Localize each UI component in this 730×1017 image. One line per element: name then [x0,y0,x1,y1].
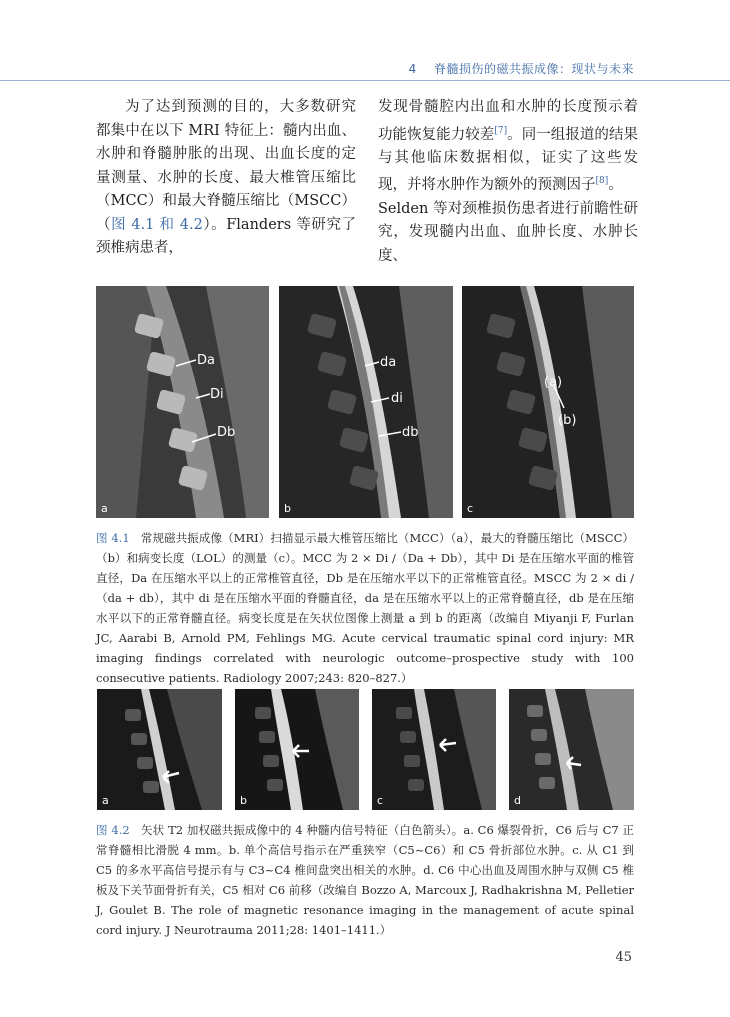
figure-4-2-panel-b [235,689,359,810]
caption-text: 矢状 T2 加权磁共振成像中的 4 种髓内信号特征（白色箭头）。a. C6 爆裂骨折，C6 后与 C7 正常脊髓相比滑脱 4 mm。b. 单个高信号指示在严重狭窄（C5~C6）和 C5 骨折部位水肿。c. 从 C1 到 C5 的多水平高信号提示有与 C3~C4 椎间盘突出相关的水肿。d. C6 中心出血及周围水肿与双侧 C5 椎板及下关节面骨折有关，C5 相对 C6 前移（改编自 Bozzo A, Marcoux J, Radhakrishna M, Pelletier J, Goulet B. The role of magnetic resonance imaging in the management of acute spinal cord injury. J Neurotrauma 2011;28: 1401–1411.） [96,823,634,937]
mri-sagittal-image [235,689,359,810]
citation-link[interactable]: [8] [595,176,609,187]
mri-sagittal-image [279,286,453,518]
panel-label: a [102,794,109,807]
annotation-label: Db [217,425,236,440]
figure-4-2-panel-d [509,689,634,810]
mri-sagittal-image [462,286,634,518]
mri-sagittal-image [97,689,222,810]
paragraph: Selden 等对颈椎损伤患者进行前瞻性研究，发现髓内出血、血肿长度、水肿长度、 [378,200,638,264]
page-number: 45 [615,950,632,965]
caption-text: 常规磁共振成像（MRI）扫描显示最大椎管压缩比（MCC）（a），最大的脊髓压缩比（MSCC）（b）和病变长度（LOL）的测量（c）。MCC 为 2 × Di /（Da + Db），其中 Di 是在压缩水平面的椎管直径，Da 在压缩水平以上的正常椎管直径，Db 是在压缩水平以下的正常椎管直径。MSCC 为 2 × di /（da + db），其中 di 是在压缩水平面的脊髓直径，da 是在压缩水平以上的正常脊髓直径，db 是在压缩水平以下的正常脊髓直径。病变长度是在矢状位图像上测量 a 到 b 的距离（改编自 Miyanji F, Furlan JC, Aarabi B, Arnold PM, Fehlings MG. Acute cervical traumatic spinal cord injury: MR imaging findings correlated with neurologic outcome–prospective study with 100 consecutive patients. Radiology 2007;243: 820–827.） [96,531,634,685]
body-column-left [96,96,356,261]
figure-4-1-panel-a [96,286,269,518]
annotation-label: db [402,425,419,440]
figure-4-2-caption [96,820,634,940]
mri-sagittal-image [509,689,634,810]
figure-4-2-panel-a [97,689,222,810]
running-head [409,60,634,77]
panel-label: b [240,794,247,807]
figure-ref-link[interactable]: 图 4.1 和 4.2 [111,216,203,233]
figure-4-1-caption [96,528,634,688]
citation-link[interactable]: [7] [494,125,508,136]
annotation-label: (b) [558,413,577,428]
figure-4-1-panel-c [462,286,634,518]
panel-label: c [377,794,384,807]
chapter-number: 4 [408,62,417,76]
chapter-title: 脊髓损伤的磁共振成像：现状与未来 [433,62,634,76]
mri-sagittal-image [96,286,269,518]
caption-label: 图 4.1 [96,531,130,545]
panel-label: b [284,502,291,515]
caption-label: 图 4.2 [96,823,130,837]
mri-sagittal-image [372,689,496,810]
panel-label: c [467,502,474,515]
panel-label: a [101,502,108,515]
annotation-label: Da [197,353,215,368]
annotation-label: (a) [544,375,563,390]
annotation-label: di [391,391,403,406]
paragraph: 发现骨髓腔内出血和水肿的长度预示着功能恢复能力较差[7]。同一组报道的结果与其他临床数据相似，证实了这些发现，并将水肿作为额外的预测因子[8]。 [378,99,639,194]
figure-4-2-panel-c [372,689,496,810]
header-rule [0,80,730,81]
body-column-right [378,96,638,268]
paragraph: 为了达到预测的目的，大多数研究都集中在以下 MRI 特征上：髓内出血、水肿和脊髓肿胀的出现、出血长度的定量测量、水肿的长度、最大椎管压缩比（MCC）和最大脊髓压缩比（MSCC）（图 4.1 和 4.2）。Flanders 等研究了颈椎病患者， [96,99,357,256]
annotation-label: da [380,355,397,370]
panel-label: d [514,794,521,807]
annotation-label: Di [210,387,224,402]
figure-4-1-panel-b [279,286,453,518]
